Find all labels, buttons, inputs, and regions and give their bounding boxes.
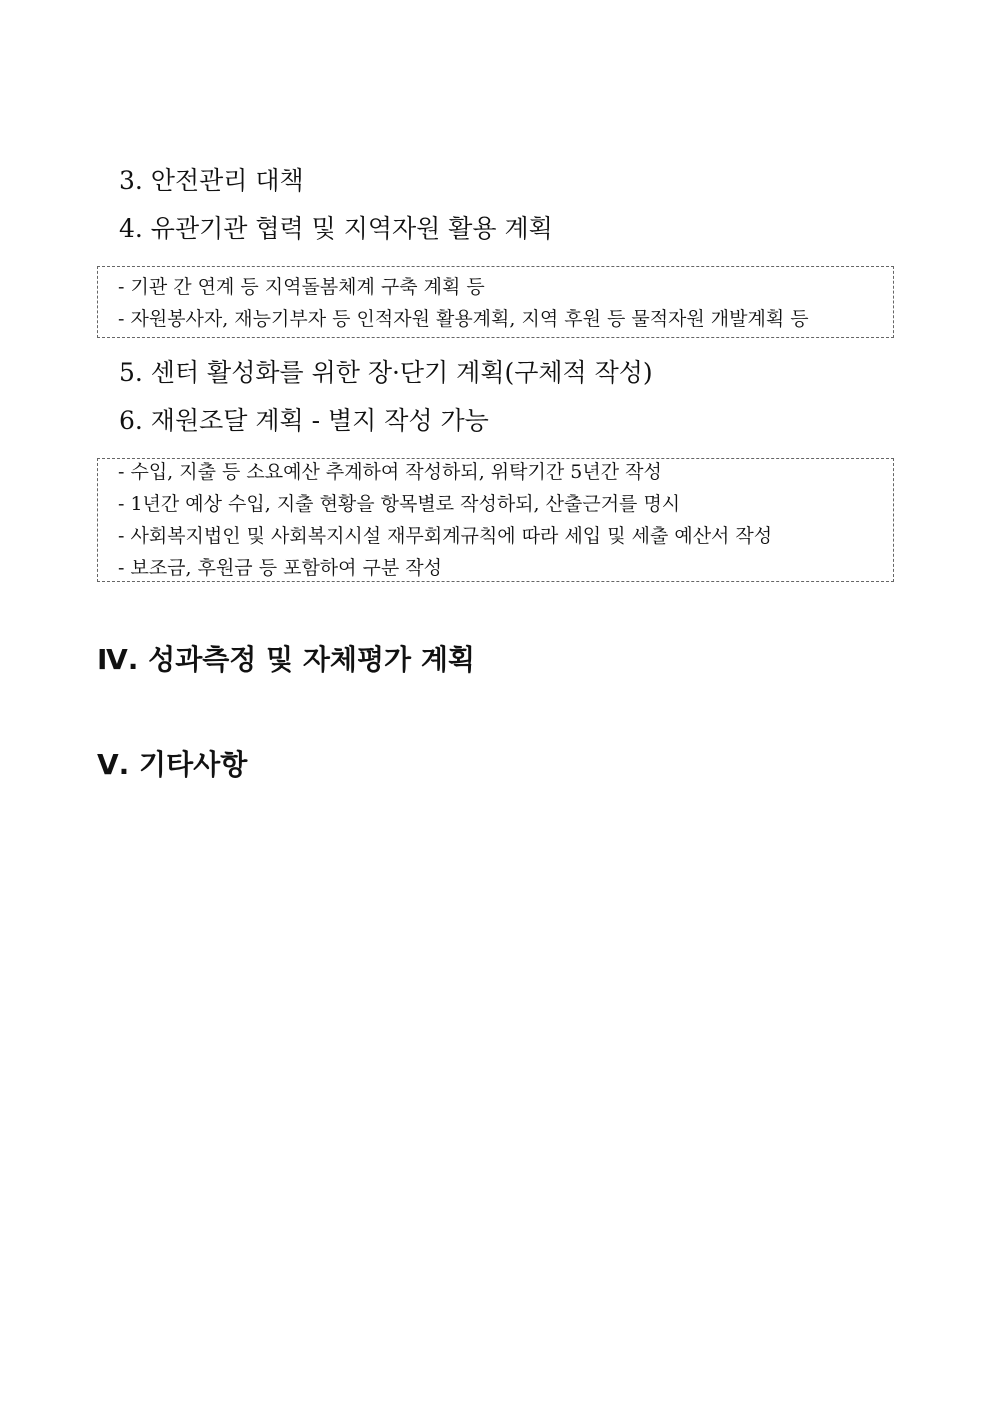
item-cooperation-plan: 4. 유관기관 협력 및 지역자원 활용 계획: [119, 214, 553, 243]
note-line: - 수입, 지출 등 소요예산 추계하여 작성하되, 위탁기간 5년간 작성: [118, 461, 662, 483]
section-heading-evaluation: Ⅳ. 성과측정 및 자체평가 계획: [97, 643, 475, 676]
note-line: - 기관 간 연계 등 지역돌봄체계 구축 계획 등: [118, 276, 485, 298]
item-activation-plan: 5. 센터 활성화를 위한 장·단기 계획(구체적 작성): [119, 358, 653, 387]
item-funding-plan: 6. 재원조달 계획 - 별지 작성 가능: [119, 406, 489, 435]
section-heading-misc: Ⅴ. 기타사항: [97, 748, 248, 781]
note-box-funding: [97, 458, 894, 582]
note-box-cooperation: [97, 266, 894, 338]
note-line: - 보조금, 후원금 등 포함하여 구분 작성: [118, 557, 443, 579]
note-line: - 사회복지법인 및 사회복지시설 재무회계규칙에 따라 세입 및 세출 예산서 작성: [118, 525, 773, 547]
note-line: - 자원봉사자, 재능기부자 등 인적자원 활용계획, 지역 후원 등 물적자원 개발계획 등: [118, 308, 809, 330]
note-line: - 1년간 예상 수입, 지출 현황을 항목별로 작성하되, 산출근거를 명시: [118, 493, 681, 515]
item-safety-management: 3. 안전관리 대책: [119, 166, 304, 195]
